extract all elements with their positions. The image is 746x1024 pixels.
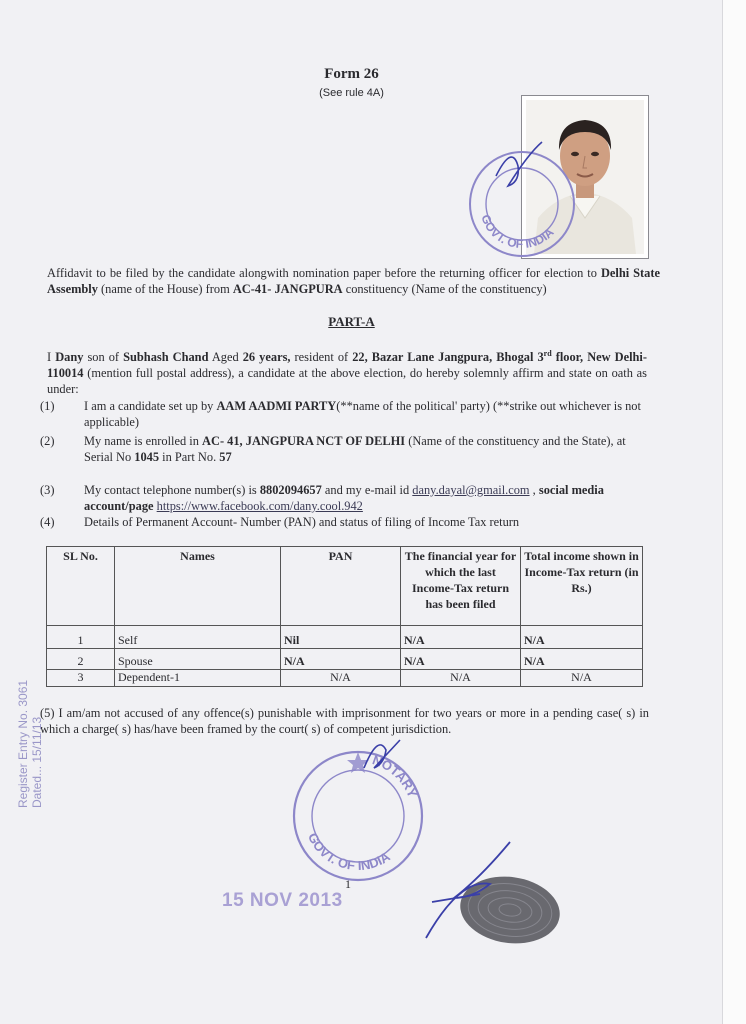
part-number: 57 xyxy=(219,450,232,464)
date-stamp: 15 NOV 2013 xyxy=(222,890,343,911)
pan-table xyxy=(46,546,643,687)
item-3-text-1: My contact telephone number(s) is xyxy=(84,483,260,497)
candidate-age: 26 years, xyxy=(242,350,291,365)
cell-year: N/A xyxy=(401,626,521,649)
signature-thumbprint-icon xyxy=(420,838,570,950)
constituency-name: AC-41- JANGPURA xyxy=(232,282,343,296)
address-superscript: rd xyxy=(543,349,552,358)
item-2-text-3: in Part No. xyxy=(159,450,220,464)
item-3-text-2: and my e-mail id xyxy=(321,483,413,497)
decl-text-1: I xyxy=(47,350,56,365)
declaration-paragraph xyxy=(47,346,647,397)
svg-text:NOTARY xyxy=(370,752,420,800)
cell-sl: 3 xyxy=(47,670,115,687)
table-row xyxy=(47,670,643,687)
header-names: Names xyxy=(115,547,281,626)
register-date-line: Dated... 15/11/13 xyxy=(30,716,44,808)
decl-text-4: resident of xyxy=(290,350,353,365)
register-entry-note xyxy=(16,680,44,808)
enrolled-constituency: AC- 41, JANGPURA NCT OF DELHI xyxy=(202,434,406,448)
item-5-paragraph: (5) I am/am not accused of any offence(s) punishable with imprisonment for two years or more in a pending case( s) in which a charge( s) has/have been framed by the court( s) of competent jurisdiction. xyxy=(40,706,649,736)
address-city: floor, New Delhi-110014 xyxy=(47,350,647,381)
party-name: AAM AADMI PARTY xyxy=(216,399,337,413)
page-edge xyxy=(722,0,746,1024)
table-row xyxy=(47,626,643,649)
cell-pan: N/A xyxy=(281,649,401,670)
table-header-row xyxy=(47,547,643,626)
cell-income: N/A xyxy=(521,670,643,687)
cell-pan: Nil xyxy=(281,626,401,649)
table-row xyxy=(47,649,643,670)
cell-year: N/A xyxy=(401,649,521,670)
item-3-text-3: , xyxy=(529,483,539,497)
item-2-text-2: (Name of the constituency and the State), at Serial No xyxy=(84,434,626,464)
cell-year: N/A xyxy=(401,670,521,687)
header-financial-year: The financial year for which the last Income-Tax return has been filed xyxy=(401,547,521,626)
intro-paragraph xyxy=(47,265,660,297)
intro-text-3: constituency (Name of the constituency) xyxy=(342,282,547,296)
intro-text-2: (name of the House) from xyxy=(97,282,233,296)
cell-income: N/A xyxy=(521,626,643,649)
cell-name: Spouse xyxy=(115,649,281,670)
house-name: Delhi State Assembly xyxy=(47,266,660,296)
cell-income: N/A xyxy=(521,649,643,670)
item-number: (3) xyxy=(40,483,55,497)
notary-stamp-icon xyxy=(290,736,440,886)
seal-bottom-text: GOVT. OF INDIA xyxy=(478,212,557,252)
register-entry-line: Register Entry No. 3061 xyxy=(16,679,30,808)
notary-seal-icon xyxy=(466,136,586,266)
facebook-link[interactable]: https://www.facebook.com/dany.cool.942 xyxy=(156,499,363,513)
item-number: (4) xyxy=(40,515,55,529)
phone-number: 8802094657 xyxy=(259,483,322,497)
page-number: 1 xyxy=(345,877,351,891)
cell-sl: 1 xyxy=(47,626,115,649)
header-sl-no: SL No. xyxy=(47,547,115,626)
decl-text-2: son of xyxy=(83,350,124,365)
serial-number: 1045 xyxy=(134,450,160,464)
stamp-top-text: NOTARY xyxy=(370,752,421,800)
item-number: (2) xyxy=(40,434,55,448)
cell-name: Self xyxy=(115,626,281,649)
decl-text-3: Aged xyxy=(208,350,243,365)
intro-text-1: Affidavit to be filed by the candidate alongwith nomination paper before the returning officer for election to xyxy=(47,266,601,280)
item-number: (1) xyxy=(40,399,55,413)
email-link[interactable]: dany.dayal@gmail.com xyxy=(412,483,530,497)
part-heading: PART-A xyxy=(328,314,375,329)
address-line: 22, Bazar Lane Jangpura, Bhogal 3 xyxy=(352,350,544,365)
father-name: Subhash Chand xyxy=(123,350,209,365)
cell-sl: 2 xyxy=(47,649,115,670)
form-subtitle: (See rule 4A) xyxy=(319,87,384,99)
social-media-label: social media account/page xyxy=(84,483,604,513)
item-4-text-1: Details of Permanent Account- Number (PAN) and status of filing of Income Tax return xyxy=(84,515,520,529)
cell-name: Dependent-1 xyxy=(115,670,281,687)
header-pan: PAN xyxy=(281,547,401,626)
cell-pan: N/A xyxy=(281,670,401,687)
item-1-text-2: (**name of the political' party) (**strike out whichever is not applicable) xyxy=(84,399,641,429)
item-2-text-1: My name is enrolled in xyxy=(84,434,203,448)
form-title: Form 26 xyxy=(324,66,379,82)
header-total-income: Total income shown in Income-Tax return (in Rs.) xyxy=(521,547,643,626)
decl-text-5: (mention full postal address), a candidate at the above election, do hereby solemnly affirm and state on oath as under: xyxy=(47,366,647,397)
candidate-name: Dany xyxy=(55,350,84,365)
stamp-bottom-text: GOVT. OF INDIA xyxy=(304,830,393,874)
item-1-text-1: I am a candidate set up by xyxy=(84,399,217,413)
